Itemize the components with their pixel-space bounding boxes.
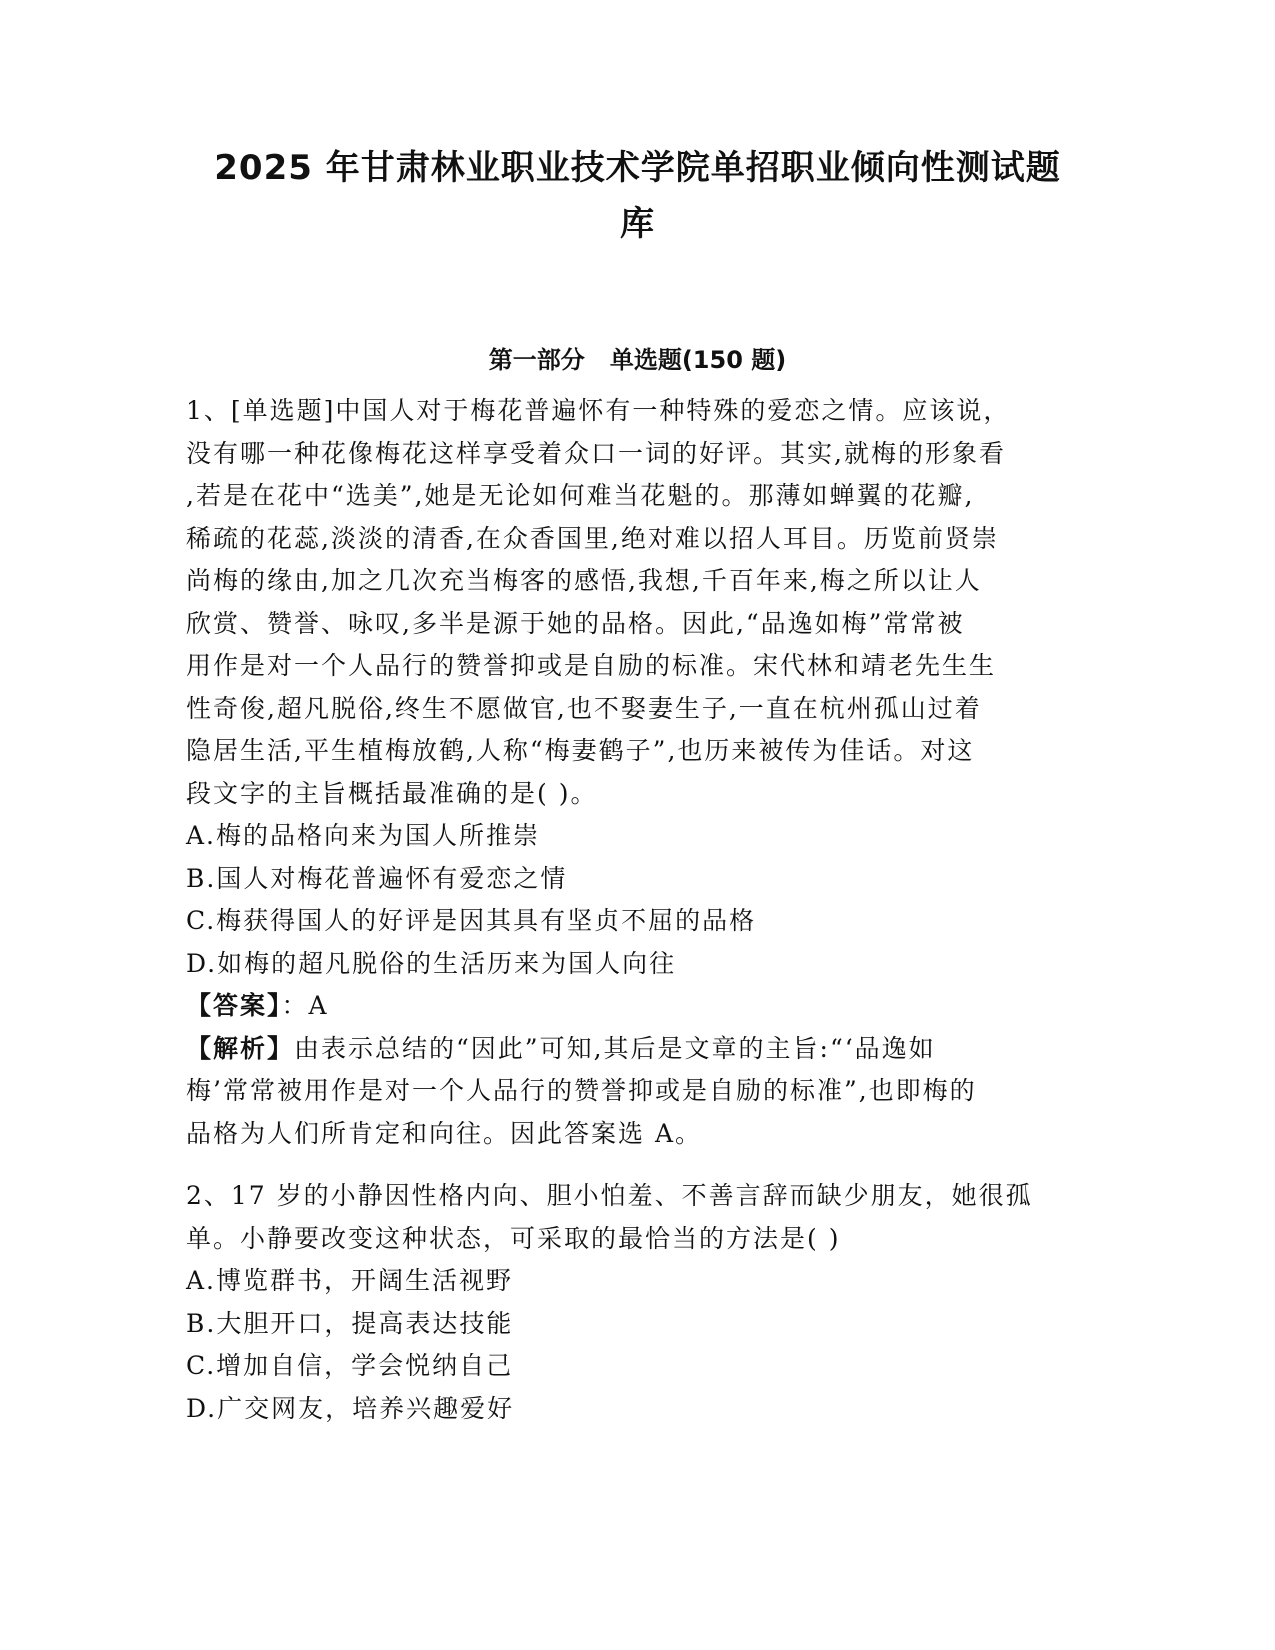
section-heading: 第一部分 单选题(150 题) <box>488 346 787 374</box>
answer-value: ：A <box>281 991 329 1020</box>
document-title-line-2: 库 <box>620 204 655 244</box>
question-1-stem-line: 性奇俊,超凡脱俗,终生不愿做官,也不娶妻生子,一直在杭州孤山过着 <box>186 693 982 723</box>
answer-label: 【答案】 <box>186 991 282 1020</box>
document-title <box>180 140 1095 252</box>
question-2-option-d: D.广交网友，培养兴趣爱好 <box>186 1393 515 1423</box>
question-1 <box>186 390 1086 1155</box>
question-1-stem-line: 1、[单选题]中国人对于梅花普遍怀有一种特殊的爱恋之情。应该说， <box>186 396 1011 425</box>
question-2-stem-line: 单。小静要改变这种状态，可采取的最恰当的方法是( ) <box>186 1223 841 1253</box>
question-2-option-b: B.大胆开口，提高表达技能 <box>186 1308 514 1338</box>
analysis-label: 【解析】 <box>186 1033 295 1063</box>
question-2-option-c: C.增加自信，学会悦纳自己 <box>186 1351 514 1380</box>
question-1-options <box>186 815 1086 985</box>
question-2-option-a: A.博览群书，开阔生活视野 <box>186 1266 514 1295</box>
analysis-text: 由表示总结的“因此”可知,其后是文章的主旨:“‘品逸如 <box>294 1033 936 1063</box>
question-2-stem-line: 2、17 岁的小静因性格内向、胆小怕羞、不善言辞而缺少朋友，她很孤 <box>186 1181 1033 1210</box>
question-2 <box>186 1175 1086 1430</box>
analysis-line: 梅’常常被用作是对一个人品行的赞誉抑或是自励的标准”,也即梅的 <box>186 1076 977 1105</box>
question-2-stem <box>186 1175 1086 1260</box>
analysis-line <box>186 1028 1086 1071</box>
document-title-line-1: 2025 年甘肃林业职业技术学院单招职业倾向性测试题 <box>214 148 1061 188</box>
question-1-option-d: D.如梅的超凡脱俗的生活历来为国人向往 <box>186 948 677 978</box>
question-1-analysis <box>186 1028 1086 1156</box>
question-1-stem-line: 段文字的主旨概括最准确的是( )。 <box>186 778 598 808</box>
question-1-answer <box>186 985 1086 1028</box>
question-1-stem-line: 用作是对一个人品行的赞誉抑或是自励的标准。宋代林和靖老先生生 <box>186 651 997 680</box>
question-1-stem-line: 没有哪一种花像梅花这样享受着众口一词的好评。其实,就梅的形象看 <box>186 438 1006 468</box>
question-1-stem-line: ,若是在花中“选美”,她是无论如何难当花魁的。那薄如蝉翼的花瓣, <box>186 481 975 510</box>
question-1-stem <box>186 390 1086 815</box>
question-1-stem-line: 隐居生活,平生植梅放鹤,人称“梅妻鹤子”,也历来被传为佳话。对这 <box>186 736 975 765</box>
question-1-stem-line: 稀疏的花蕊,淡淡的清香,在众香国里,绝对难以招人耳目。历览前贤崇 <box>186 523 999 553</box>
question-1-option-a: A.梅的品格向来为国人所推崇 <box>186 821 541 850</box>
question-1-stem-line: 欣赏、赞誉、咏叹,多半是源于她的品格。因此,“品逸如梅”常常被 <box>186 608 965 638</box>
question-1-stem-line: 尚梅的缘由,加之几次充当梅客的感悟,我想,千百年来,梅之所以让人 <box>186 566 982 595</box>
analysis-line: 品格为人们所肯定和向往。因此答案选 A。 <box>186 1118 703 1148</box>
question-1-option-b: B.国人对梅花普遍怀有爱恋之情 <box>186 863 568 893</box>
question-2-options <box>186 1260 1086 1430</box>
question-1-option-c: C.梅获得国人的好评是因其具有坚贞不屈的品格 <box>186 906 757 935</box>
